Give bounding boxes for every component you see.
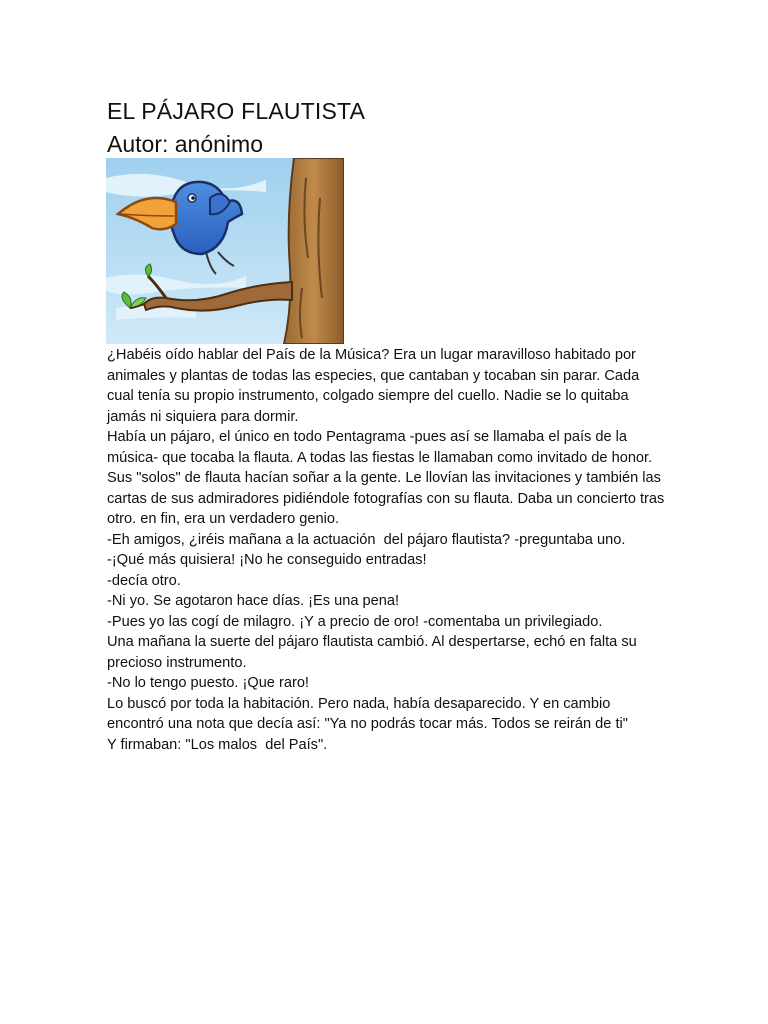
paragraph: -decía otro. — [107, 572, 181, 589]
paragraph: ¿Habéis oído hablar del País de la Música? Era un lugar maravilloso habitado por animales y plantas de todas las especies, que cantaban y tocaban sin parar. Cada cual tenía su propio instrumento, colgado siempre del cuello. Nadie se lo quitaba jamás ni siquiera para dormir. — [107, 347, 644, 425]
paragraph: Una mañana la suerte del pájaro flautista cambió. Al despertarse, echó en falta su precioso instrumento. — [107, 634, 641, 671]
paragraph: -Pues yo las cogí de milagro. ¡Y a precio de oro! -comentaba un privilegiado. — [107, 613, 603, 630]
document-title: EL PÁJARO FLAUTISTA — [107, 98, 366, 124]
paragraph: -¡Qué más quisiera! ¡No he conseguido entradas! — [107, 552, 427, 568]
story-text — [107, 345, 667, 755]
paragraph: Había un pájaro, el único en todo Pentagrama -pues así se llamaba el país de la música- que tocaba la flauta. A todas las fiestas le llamaban como invitado de honor. Sus "solos" de flauta hacían soñar a la gente. Le llovían las invitaciones y también las cartas de sus admiradores pidiéndole fotografías con su flauta. Daba un concierto tras otro. en fin, era un verdadero genio. — [107, 429, 669, 527]
document-author: Autor: anónimo — [107, 131, 263, 157]
paragraph: Lo buscó por toda la habitación. Pero nada, había desaparecido. Y en cambio encontró una nota que decía así: "Ya no podrás tocar más. Todos se reirán de ti" — [107, 695, 628, 732]
paragraph: -No lo tengo puesto. ¡Que raro! — [107, 675, 309, 691]
paragraph: Y firmaban: "Los malos del País". — [107, 736, 328, 753]
bird-on-branch-illustration — [106, 158, 344, 344]
paragraph: -Ni yo. Se agotaron hace días. ¡Es una pena! — [107, 593, 400, 609]
paragraph: -Eh amigos, ¿iréis mañana a la actuación del pájaro flautista? -preguntaba uno. — [107, 531, 626, 548]
